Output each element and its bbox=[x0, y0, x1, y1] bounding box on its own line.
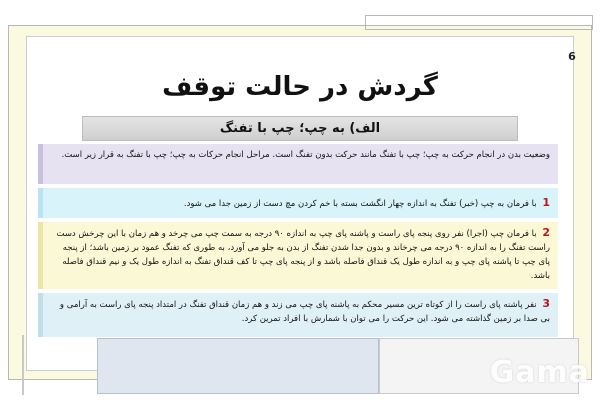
page-title: گردش در حالت توقف bbox=[162, 72, 438, 102]
step-number: 3 bbox=[542, 297, 550, 310]
gama-watermark-logo: Gama bbox=[489, 355, 590, 390]
step-text: با فرمان چپ (اجرا) نفر روی پنجه پای راست و پاشنه پای چپ به اندازه ۹۰ درجه به سمت چپ می چرخد و هم زمان با این چرخش دست راست تفنگ را به اندازه ۹۰ درجه می چرخاند و بدون جدا شدن تفنگ از بدن به جلو می آورد، به طوری که تفنگ عمود بر زمین باشد؛ از پنجه پای چپ تا پاشنه پای چپ و به اندازه طول یک قنداق فاصله باشد و از پنجه پای چپ تا کف قنداق تفنگ به اندازه طول یک و نیم قنداق فاصله باشد. bbox=[56, 229, 550, 281]
step-box-1 bbox=[38, 188, 558, 218]
step-box-3 bbox=[38, 293, 558, 337]
intro-box bbox=[38, 144, 558, 184]
decorative-top-bar bbox=[365, 15, 593, 30]
step-number: 1 bbox=[542, 196, 550, 209]
step-text: نفر پاشنه پای راست را از کوتاه ترین مسیر محکم به پاشنه پای چپ می زند و هم زمان قنداق تفنگ در امتداد پنجه پای راست به آرامی و بی صدا بر زمین گذاشته می شود. این حرکت را می توان با شمارش با افراد تمرین کرد. bbox=[59, 300, 550, 324]
step-number: 2 bbox=[542, 226, 550, 239]
section-subtitle: الف) به چپ؛ چپ با تفنگ bbox=[82, 116, 518, 141]
decorative-left-line bbox=[22, 335, 24, 395]
step-text: با فرمان به چپ (خبر) تفنگ به اندازه چهار انگشت بسته با خم کردن مچ دست از زمین جدا می شود. bbox=[183, 199, 537, 209]
page-number: 6 bbox=[568, 50, 576, 63]
decorative-bottom-panel bbox=[97, 338, 379, 394]
intro-text: وضعیت بدن در انجام حرکت به چپ؛ چپ با تفنگ مانند حرکت بدون تفنگ است. مراحل انجام حرکات به چپ؛ چپ با تفنگ به قرار زیر است. bbox=[61, 150, 550, 160]
step-box-2 bbox=[38, 222, 558, 289]
